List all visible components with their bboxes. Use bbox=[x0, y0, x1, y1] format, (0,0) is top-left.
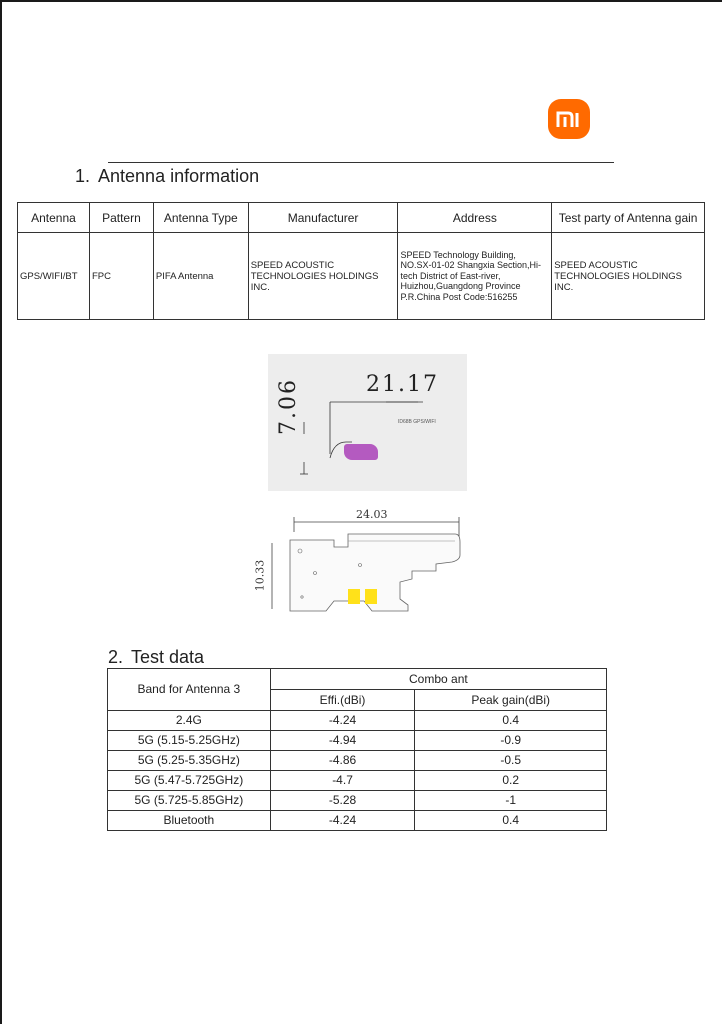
effi-cell: -4.86 bbox=[270, 751, 415, 771]
page-border-top bbox=[0, 0, 722, 2]
dimension-width-label: 21.17 bbox=[366, 372, 439, 397]
table-row bbox=[108, 731, 607, 751]
cell-antenna: GPS/WIFI/BT bbox=[18, 233, 90, 320]
band-cell: 2.4G bbox=[108, 711, 271, 731]
effi-cell: -5.28 bbox=[270, 791, 415, 811]
section-title: Antenna information bbox=[98, 166, 260, 186]
band-cell: 5G (5.47-5.725GHz) bbox=[108, 771, 271, 791]
page-border-left bbox=[0, 0, 2, 1024]
band-header: Band for Antenna 3 bbox=[108, 669, 271, 711]
peak-cell: -1 bbox=[415, 791, 607, 811]
table-row bbox=[108, 771, 607, 791]
dimension-height-label: 7.06 bbox=[275, 378, 301, 435]
section-number: 2. bbox=[108, 647, 124, 667]
cell-address: SPEED Technology Building, NO.SX-01-02 Shangxia Section,Hi-tech District of East-river, Huizhou,Guangdong Province P.R.China Post Code:516255 bbox=[398, 233, 552, 320]
pcb-height-label: 10.33 bbox=[253, 559, 267, 592]
pcb-width-label: 24.03 bbox=[356, 508, 388, 521]
col-address: Address bbox=[398, 203, 552, 233]
peak-cell: 0.4 bbox=[415, 711, 607, 731]
antenna-dimension-photo bbox=[268, 354, 467, 491]
peak-cell: -0.5 bbox=[415, 751, 607, 771]
contact-pad-right bbox=[365, 589, 377, 604]
table-row bbox=[108, 811, 607, 831]
section-test-data-heading bbox=[108, 647, 204, 668]
cell-test-party: SPEED ACOUSTIC TECHNOLOGIES HOLDINGS INC. bbox=[552, 233, 705, 320]
band-cell: 5G (5.725-5.85GHz) bbox=[108, 791, 271, 811]
pcb-dimension-drawing bbox=[252, 507, 477, 620]
cell-manufacturer: SPEED ACOUSTIC TECHNOLOGIES HOLDINGS INC. bbox=[248, 233, 398, 320]
band-cell: Bluetooth bbox=[108, 811, 271, 831]
col-pattern: Pattern bbox=[89, 203, 153, 233]
peak-gain-header: Peak gain(dBi) bbox=[415, 690, 607, 711]
col-manufacturer: Manufacturer bbox=[248, 203, 398, 233]
table-row bbox=[108, 751, 607, 771]
effi-cell: -4.7 bbox=[270, 771, 415, 791]
effi-cell: -4.24 bbox=[270, 811, 415, 831]
section-title: Test data bbox=[131, 647, 205, 667]
table-row bbox=[108, 711, 607, 731]
table-header-row bbox=[108, 669, 607, 690]
col-antenna-type: Antenna Type bbox=[153, 203, 248, 233]
xiaomi-logo bbox=[548, 99, 590, 139]
peak-cell: 0.2 bbox=[415, 771, 607, 791]
peak-cell: -0.9 bbox=[415, 731, 607, 751]
cell-pattern: FPC bbox=[89, 233, 153, 320]
effi-cell: -4.24 bbox=[270, 711, 415, 731]
peak-cell: 0.4 bbox=[415, 811, 607, 831]
header-rule bbox=[108, 162, 614, 163]
antenna-part-tag: ID68B GPS/WIFI bbox=[398, 419, 436, 425]
combo-ant-header: Combo ant bbox=[270, 669, 606, 690]
mi-logo-glyph bbox=[556, 111, 582, 127]
section-antenna-info-heading bbox=[75, 166, 259, 187]
antenna-info-table bbox=[17, 202, 705, 320]
antenna-element bbox=[344, 444, 378, 460]
col-antenna: Antenna bbox=[18, 203, 90, 233]
band-cell: 5G (5.15-5.25GHz) bbox=[108, 731, 271, 751]
cell-antenna-type: PIFA Antenna bbox=[153, 233, 248, 320]
col-test-party: Test party of Antenna gain bbox=[552, 203, 705, 233]
effi-cell: -4.94 bbox=[270, 731, 415, 751]
band-cell: 5G (5.25-5.35GHz) bbox=[108, 751, 271, 771]
contact-pad-left bbox=[348, 589, 360, 604]
test-data-table bbox=[107, 668, 607, 831]
table-row bbox=[18, 233, 705, 320]
table-row bbox=[108, 791, 607, 811]
effi-header: Effi.(dBi) bbox=[270, 690, 415, 711]
table-header-row bbox=[18, 203, 705, 233]
section-number: 1. bbox=[75, 166, 91, 186]
